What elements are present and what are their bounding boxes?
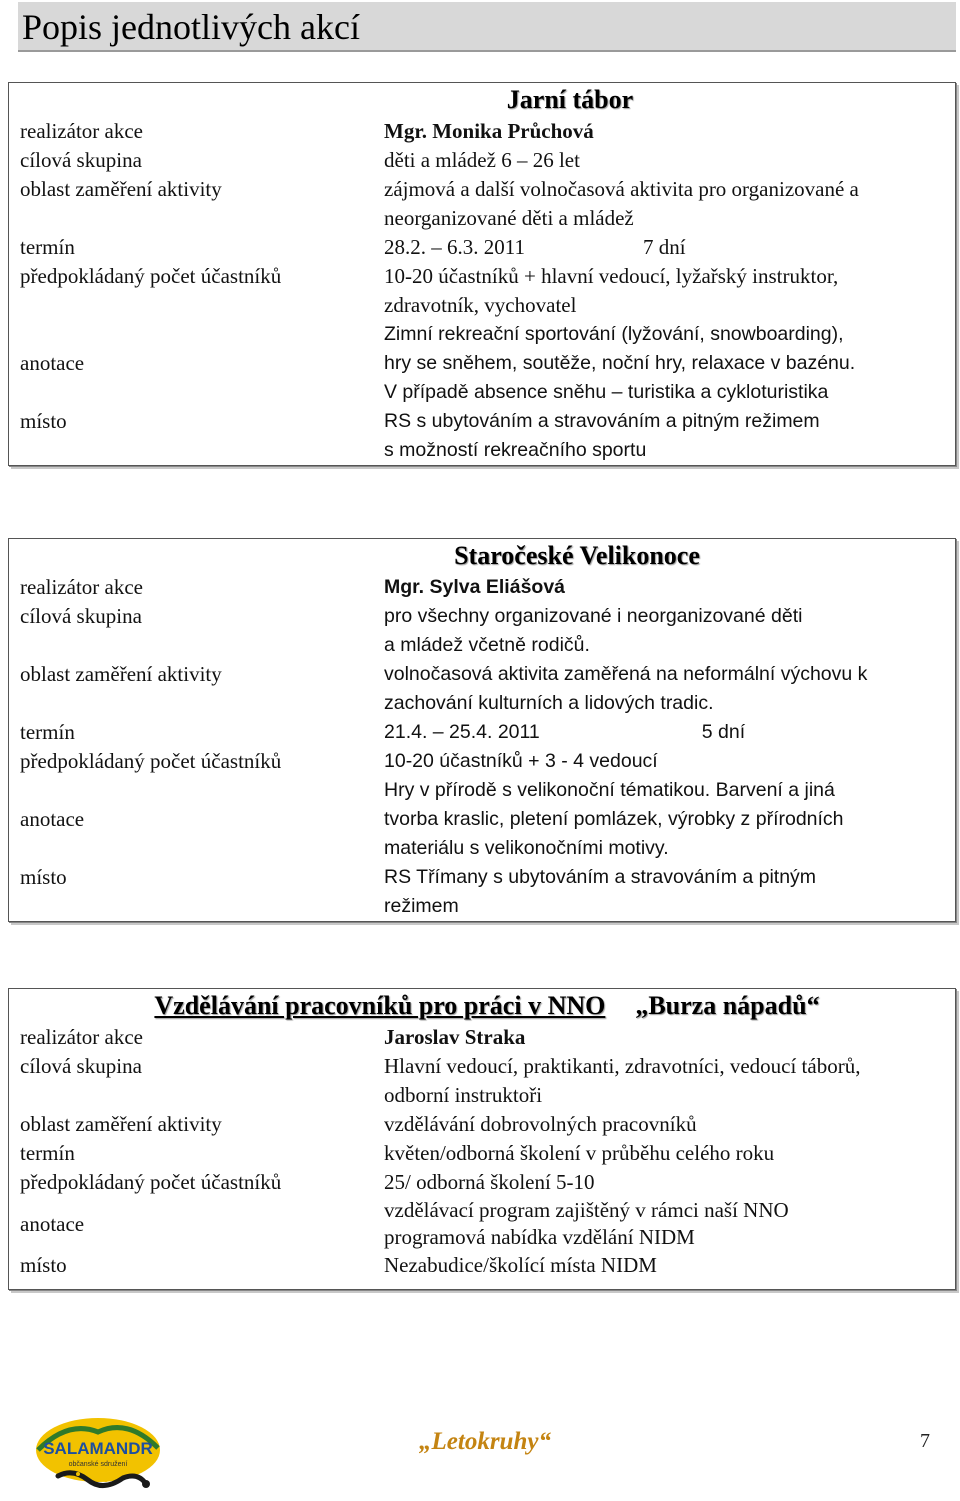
value-line: Hlavní vedoucí, praktikanti, zdravotníci, vedoucí táborů, (384, 1054, 861, 1078)
logo-text: SALAMANDR (43, 1439, 153, 1458)
salamander-icon (28, 1410, 168, 1496)
row-focus (9, 175, 955, 233)
date-range: 28.2. – 6.3. 2011 (384, 235, 525, 259)
value-line: zdravotník, vychovatel (384, 293, 577, 317)
value: 25/ odborná školení 5-10 (384, 1170, 595, 1194)
label: oblast zaměření aktivity (20, 1112, 222, 1136)
value-line: zájmová a další volnočasová aktivita pro organizované a (384, 177, 859, 201)
date-range: 21.4. – 25.4. 2011 (384, 721, 540, 743)
duration: 5 dní (701, 721, 746, 743)
value-line: tvorba kraslic, pletení pomlázek, výrobky z přírodních (384, 808, 844, 830)
duration: 7 dní (642, 235, 686, 259)
label: místo (20, 865, 67, 889)
row-date (9, 718, 955, 747)
row-target (9, 602, 955, 660)
value-line: neorganizované děti a mládež (384, 206, 634, 230)
label: realizátor akce (20, 119, 143, 143)
row-target (9, 146, 955, 175)
row-date (9, 233, 955, 262)
label: cílová skupina (20, 604, 142, 628)
value: Mgr. Sylva Eliášová (384, 576, 566, 598)
label: cílová skupina (20, 1054, 142, 1078)
event-card-vzdelavani (8, 988, 956, 1290)
row-annotation (9, 320, 955, 407)
row-place (9, 1251, 955, 1280)
label: termín (20, 1141, 75, 1165)
event-card-velikonoce (8, 538, 956, 922)
page-title: Popis jednotlivých akcí (22, 7, 360, 47)
footer-brand: „Letokruhy“ (419, 1428, 551, 1455)
row-target (9, 1052, 955, 1110)
value-line: odborní instruktoři (384, 1083, 543, 1107)
label: anotace (20, 807, 85, 831)
value-line: programová nabídka vzdělání NIDM (384, 1225, 695, 1249)
label: předpokládaný počet účastníků (20, 1170, 282, 1194)
value-line: RS Třímany s ubytováním a stravováním a pitným (384, 866, 817, 888)
row-participants (9, 1168, 955, 1197)
value-line: RS s ubytováním a stravováním a pitným režimem (384, 410, 820, 432)
logo-subtext: občanské sdružení (68, 1461, 128, 1468)
value-line: pro všechny organizované i neorganizované děti (384, 605, 803, 627)
value-line: 10-20 účastníků + hlavní vedoucí, lyžařský instruktor, (384, 264, 839, 288)
label: oblast zaměření aktivity (20, 177, 222, 201)
value: 10-20 účastníků + 3 - 4 vedoucí (384, 750, 658, 772)
value-line: V případě absence sněhu – turistika a cykloturistika (384, 381, 829, 403)
value-line: volnočasová aktivita zaměřená na neformální výchovu k (384, 663, 868, 685)
label: realizátor akce (20, 1025, 143, 1049)
value-line: s možností rekreačního sportu (384, 439, 647, 461)
label: anotace (20, 351, 85, 375)
label: termín (20, 720, 75, 744)
label: předpokládaný počet účastníků (20, 264, 282, 288)
row-organizer (9, 117, 955, 146)
event-subtitle: „Burza nápadů“ (635, 991, 820, 1020)
value-line: režimem (384, 895, 459, 917)
value-line: zachování kulturních a lidových tradic. (384, 692, 714, 714)
row-annotation (9, 776, 955, 863)
label: cílová skupina (20, 148, 142, 172)
event-title-line (9, 989, 955, 1023)
row-focus (9, 1110, 955, 1139)
value-line: a mládež včetně rodičů. (384, 634, 590, 656)
row-focus (9, 660, 955, 718)
value-line: Hry v přírodě s velikonoční tématikou. Barvení a jiná (384, 779, 835, 801)
value: Jaroslav Straka (384, 1025, 526, 1049)
row-date (9, 1139, 955, 1168)
event-title: Staročeské Velikonoce (454, 541, 700, 570)
row-place (9, 863, 955, 921)
page-heading (18, 2, 956, 52)
value-line: materiálu s velikonočními motivy. (384, 837, 669, 859)
value-line: vzdělávací program zajištěný v rámci naší NNO (384, 1198, 789, 1222)
value-line: Zimní rekreační sportování (lyžování, snowboarding), (384, 323, 844, 345)
event-card-jarni-tabor (8, 82, 956, 466)
row-annotation (9, 1197, 955, 1251)
label: realizátor akce (20, 575, 143, 599)
value: květen/odborná školení v průběhu celého roku (384, 1141, 775, 1165)
row-place (9, 407, 955, 465)
salamandr-logo (28, 1410, 168, 1496)
label: místo (20, 409, 67, 433)
row-organizer (9, 573, 955, 602)
row-organizer (9, 1023, 955, 1052)
row-participants (9, 747, 955, 776)
label: místo (20, 1253, 67, 1277)
value: Mgr. Monika Průchová (384, 119, 594, 143)
row-participants (9, 262, 955, 320)
value: vzdělávání dobrovolných pracovníků (384, 1112, 697, 1136)
event-title: Jarní tábor (506, 85, 634, 114)
event-title: Vzdělávání pracovníků pro práci v NNO (154, 991, 606, 1020)
label: termín (20, 235, 75, 259)
value: děti a mládež 6 – 26 let (384, 148, 580, 172)
value-line: hry se sněhem, soutěže, noční hry, relaxace v bazénu. (384, 352, 856, 374)
label: anotace (20, 1211, 85, 1236)
page-number: 7 (920, 1430, 930, 1452)
label: předpokládaný počet účastníků (20, 749, 282, 773)
value: Nezabudice/školící místa NIDM (384, 1253, 657, 1277)
label: oblast zaměření aktivity (20, 662, 222, 686)
